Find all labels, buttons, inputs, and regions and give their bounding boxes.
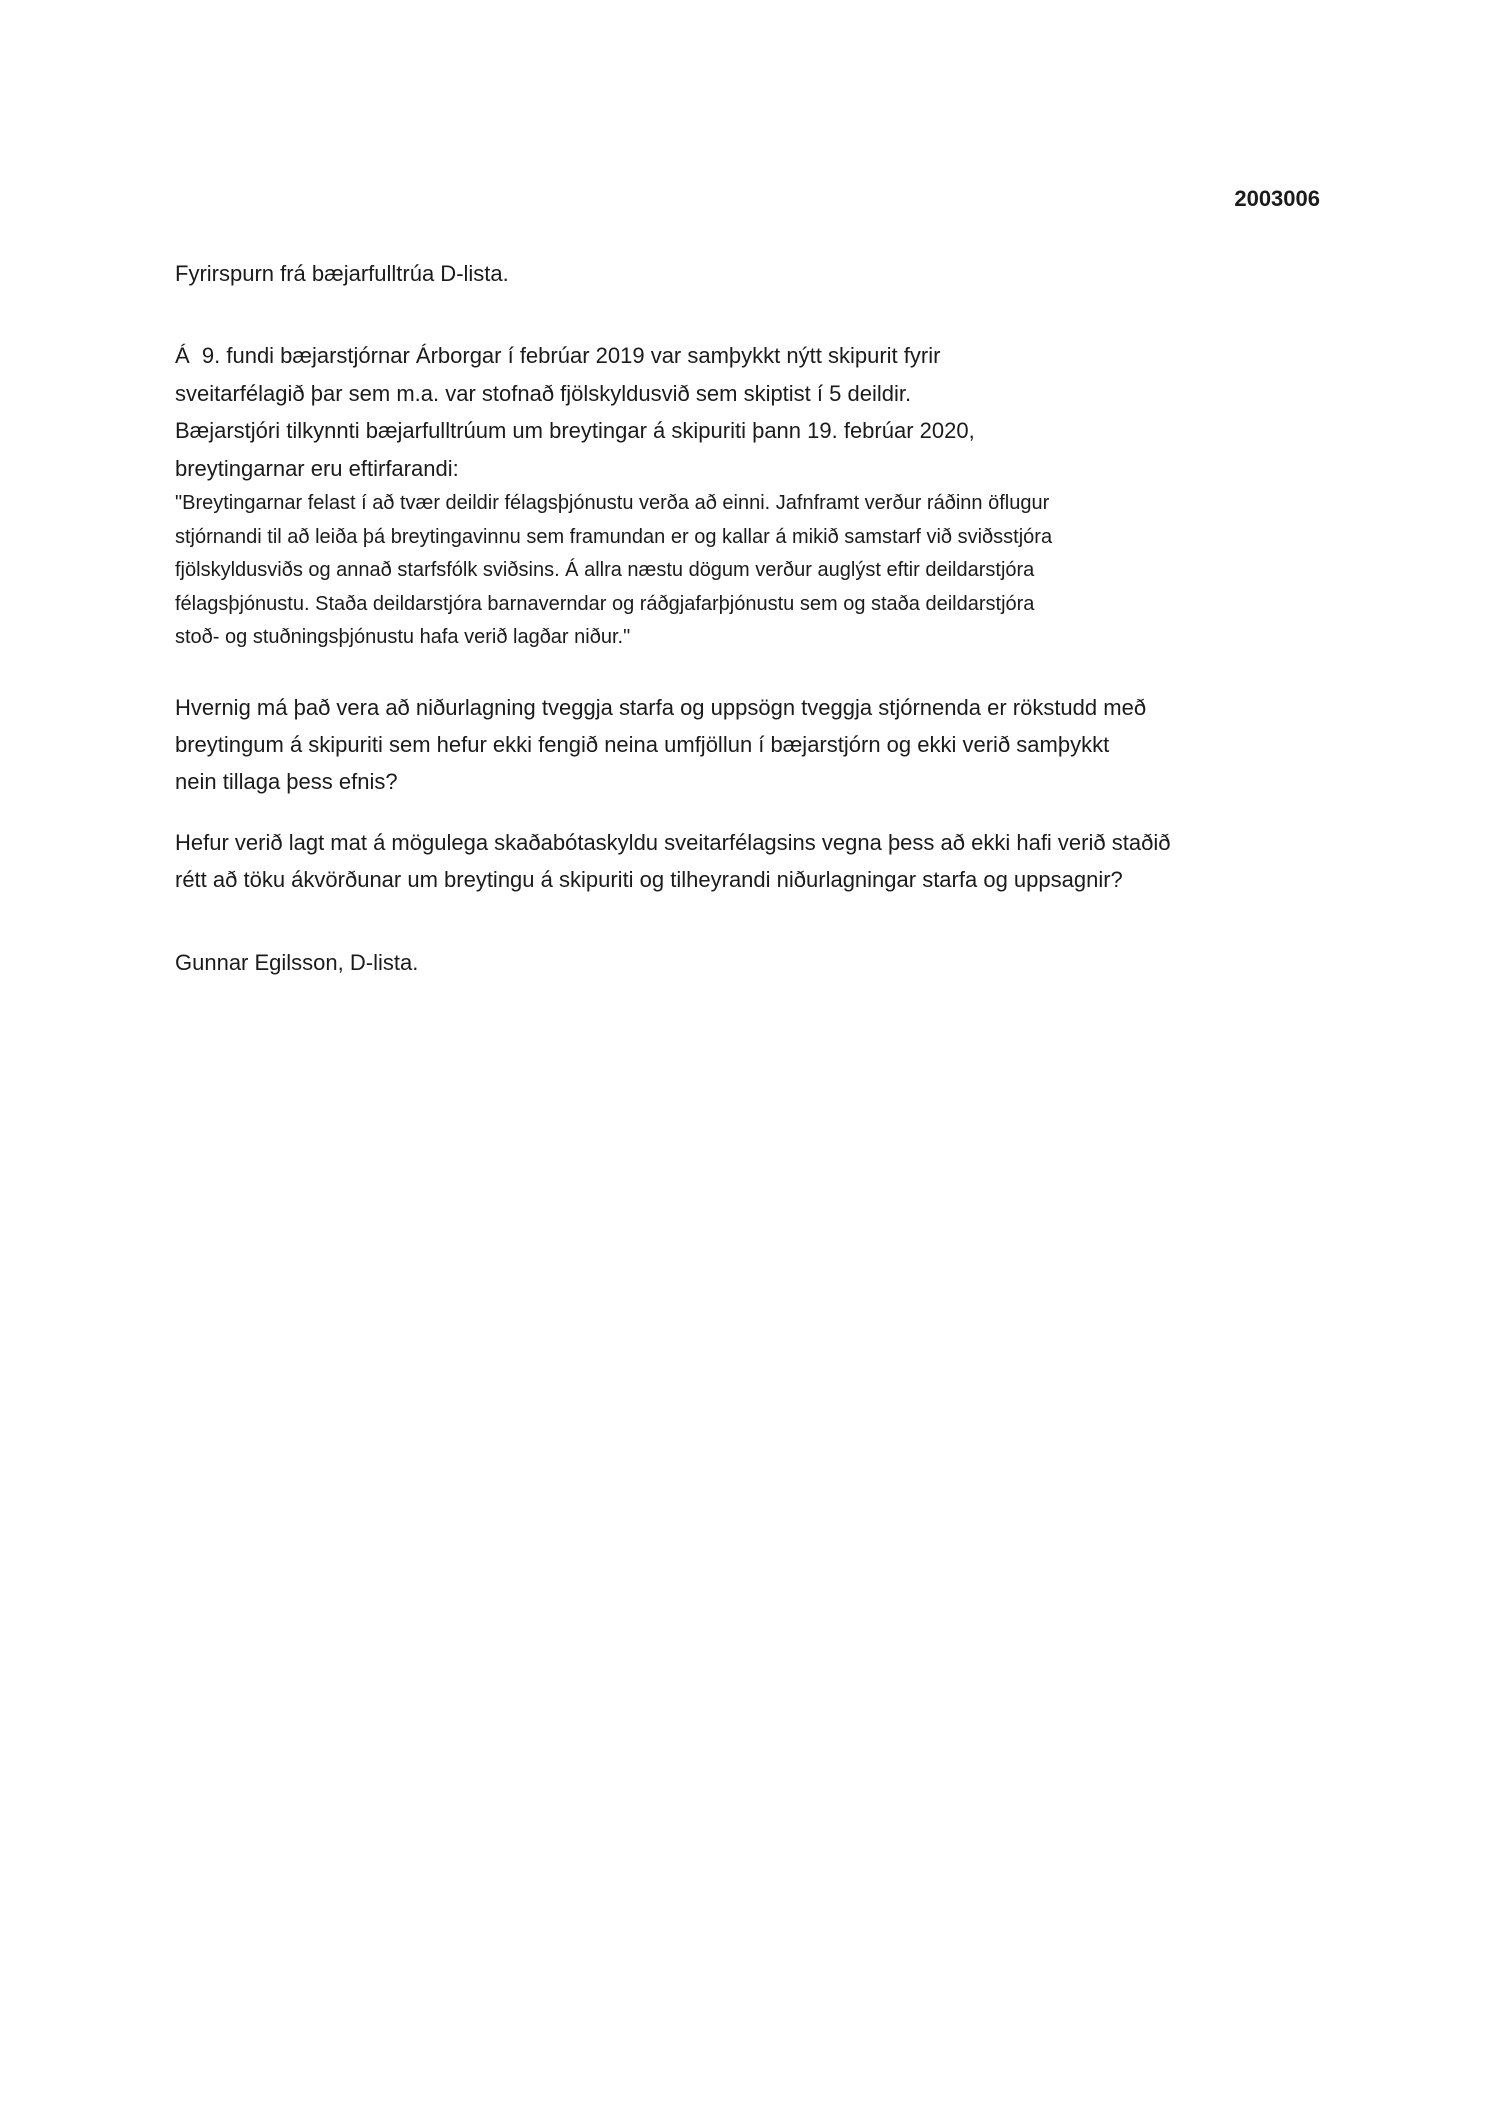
document-reference-number: 2003006 xyxy=(1234,186,1320,211)
signature-line: Gunnar Egilsson, D-lista. xyxy=(175,950,419,975)
question-paragraph-1: Hvernig má það vera að niðurlagning tveggja starfa og uppsögn tveggja stjórnenda er rökstudd með breytingum á skipuriti sem hefur ekki fengið neina umfjöllun í bæjarstjórn og ekki verið samþykkt nein tillaga þess efnis? xyxy=(175,695,1147,794)
quoted-announcement-paragraph: "Breytingarnar felast í að tvær deildir félagsþjónustu verða að einni. Jafnframt verður ráðinn öflugur stjórnandi til að leiða þá breytingavinnu sem framundan er og kallar á mikið samstarf við sviðsstjóra fjölskyldusviðs og annað starfsfólk sviðsins. Á allra næstu dögum verður auglýst eftir deildarstjóra félagsþjónustu. Staða deildarstjóra barnaverndar og ráðgjafarþjónustu sem og staða deildarstjóra stoð- og stuðningsþjónustu hafa verið lagðar niður." xyxy=(175,492,1053,648)
intro-paragraph: Á 9. fundi bæjarstjórnar Árborgar í febrúar 2019 var samþykkt nýtt skipurit fyrir sveitarfélagið þar sem m.a. var stofnað fjölskyldusvið sem skiptist í 5 deildir. Bæjarstjóri tilkynnti bæjarfulltrúum um breytingar á skipuriti þann 19. febrúar 2020, breytingarnar eru eftirfarandi: xyxy=(175,343,975,481)
document-heading: Fyrirspurn frá bæjarfulltrúa D-lista. xyxy=(175,261,509,286)
question-paragraph-2: Hefur verið lagt mat á mögulega skaðabótaskyldu sveitarfélagsins vegna þess að ekki hafi verið staðið rétt að töku ákvörðunar um breytingu á skipuriti og tilheyrandi niðurlagningar starfa og uppsagnir? xyxy=(175,830,1171,892)
